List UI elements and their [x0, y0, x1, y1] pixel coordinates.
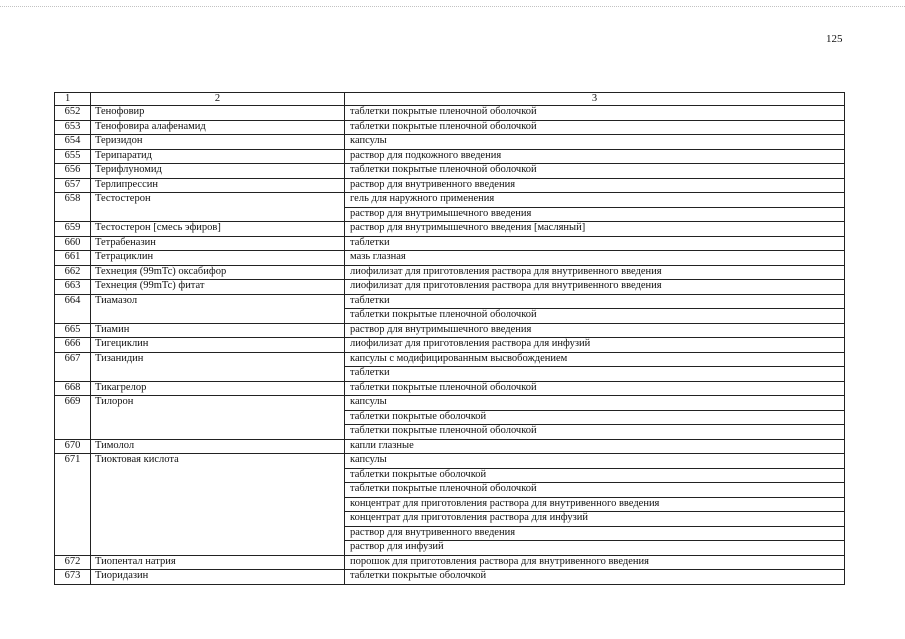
table-row	[55, 164, 845, 179]
dosage-form: раствор для внутримышечного введения	[345, 207, 845, 222]
table-row	[55, 222, 845, 237]
row-number: 658	[55, 193, 91, 222]
row-number: 660	[55, 236, 91, 251]
dosage-form: таблетки покрытые пленочной оболочкой	[345, 120, 845, 135]
row-number: 670	[55, 439, 91, 454]
column-header-form: 3	[345, 93, 845, 106]
dosage-form: таблетки покрытые оболочкой	[345, 570, 845, 585]
drug-name: Тиоктовая кислота	[91, 454, 345, 556]
table-row	[55, 280, 845, 295]
row-number: 672	[55, 555, 91, 570]
table-row	[55, 251, 845, 266]
drug-name: Тетрациклин	[91, 251, 345, 266]
drug-name: Терифлуномид	[91, 164, 345, 179]
row-number: 668	[55, 381, 91, 396]
row-number: 653	[55, 120, 91, 135]
dosage-form: раствор для внутримышечного введения	[345, 323, 845, 338]
table-row	[55, 106, 845, 121]
page-number: 125	[826, 33, 843, 45]
table-row	[55, 396, 845, 411]
row-number: 652	[55, 106, 91, 121]
drug-name: Тигециклин	[91, 338, 345, 353]
dosage-form: капсулы	[345, 454, 845, 469]
dosage-form: таблетки покрытые оболочкой	[345, 468, 845, 483]
dosage-form: капли глазные	[345, 439, 845, 454]
drug-name: Тенофовир	[91, 106, 345, 121]
dosage-form: раствор для подкожного введения	[345, 149, 845, 164]
dosage-form: таблетки	[345, 236, 845, 251]
table-row	[55, 149, 845, 164]
table-row	[55, 294, 845, 309]
column-header-number: 1	[55, 93, 91, 106]
table-row	[55, 352, 845, 367]
drug-name: Тиоридазин	[91, 570, 345, 585]
table-row	[55, 193, 845, 208]
row-number: 669	[55, 396, 91, 440]
dosage-form: мазь глазная	[345, 251, 845, 266]
table-row	[55, 338, 845, 353]
dosage-form: капсулы	[345, 135, 845, 150]
table-row	[55, 381, 845, 396]
scan-artifact-line	[0, 6, 905, 8]
column-header-name: 2	[91, 93, 345, 106]
drug-table	[54, 92, 845, 585]
dosage-form: таблетки покрытые пленочной оболочкой	[345, 106, 845, 121]
drug-name: Тизанидин	[91, 352, 345, 381]
dosage-form: концентрат для приготовления раствора для инфузий	[345, 512, 845, 527]
drug-name: Терипаратид	[91, 149, 345, 164]
dosage-form: лиофилизат для приготовления раствора для внутривенного введения	[345, 280, 845, 295]
table-row	[55, 120, 845, 135]
dosage-form: таблетки	[345, 294, 845, 309]
drug-name: Тестостерон	[91, 193, 345, 222]
dosage-form: порошок для приготовления раствора для внутривенного введения	[345, 555, 845, 570]
table-row	[55, 236, 845, 251]
dosage-form: концентрат для приготовления раствора для внутривенного введения	[345, 497, 845, 512]
dosage-form: таблетки покрытые пленочной оболочкой	[345, 483, 845, 498]
row-number: 666	[55, 338, 91, 353]
row-number: 673	[55, 570, 91, 585]
dosage-form: раствор для инфузий	[345, 541, 845, 556]
row-number: 656	[55, 164, 91, 179]
drug-name: Тиамазол	[91, 294, 345, 323]
row-number: 655	[55, 149, 91, 164]
dosage-form: лиофилизат для приготовления раствора для внутривенного введения	[345, 265, 845, 280]
dosage-form: раствор для внутривенного введения	[345, 526, 845, 541]
dosage-form: капсулы с модифицированным высвобождением	[345, 352, 845, 367]
dosage-form: таблетки покрытые пленочной оболочкой	[345, 381, 845, 396]
drug-name: Тенофовира алафенамид	[91, 120, 345, 135]
row-number: 661	[55, 251, 91, 266]
table-row	[55, 323, 845, 338]
drug-name: Тиопентал натрия	[91, 555, 345, 570]
table-row	[55, 555, 845, 570]
table-row	[55, 265, 845, 280]
row-number: 659	[55, 222, 91, 237]
drug-name: Терлипрессин	[91, 178, 345, 193]
row-number: 663	[55, 280, 91, 295]
dosage-form: таблетки покрытые пленочной оболочкой	[345, 425, 845, 440]
table-row	[55, 178, 845, 193]
row-number: 657	[55, 178, 91, 193]
row-number: 671	[55, 454, 91, 556]
dosage-form: лиофилизат для приготовления раствора для инфузий	[345, 338, 845, 353]
drug-name: Тимолол	[91, 439, 345, 454]
dosage-form: таблетки покрытые пленочной оболочкой	[345, 164, 845, 179]
drug-name: Тикагрелор	[91, 381, 345, 396]
row-number: 654	[55, 135, 91, 150]
dosage-form: капсулы	[345, 396, 845, 411]
drug-name: Технеция (99mTc) оксабифор	[91, 265, 345, 280]
dosage-form: гель для наружного применения	[345, 193, 845, 208]
row-number: 662	[55, 265, 91, 280]
drug-name: Теризидон	[91, 135, 345, 150]
dosage-form: таблетки покрытые пленочной оболочкой	[345, 309, 845, 324]
row-number: 665	[55, 323, 91, 338]
table-body	[55, 106, 845, 585]
table-row	[55, 439, 845, 454]
dosage-form: таблетки покрытые оболочкой	[345, 410, 845, 425]
drug-name: Тилорон	[91, 396, 345, 440]
dosage-form: раствор для внутримышечного введения [масляный]	[345, 222, 845, 237]
table-row	[55, 454, 845, 469]
table-row	[55, 570, 845, 585]
dosage-form: раствор для внутривенного введения	[345, 178, 845, 193]
drug-name: Тиамин	[91, 323, 345, 338]
drug-name: Тестостерон [смесь эфиров]	[91, 222, 345, 237]
drug-name: Тетрабеназин	[91, 236, 345, 251]
drug-name: Технеция (99mTc) фитат	[91, 280, 345, 295]
table-row	[55, 135, 845, 150]
table-header-row	[55, 93, 845, 106]
row-number: 667	[55, 352, 91, 381]
dosage-form: таблетки	[345, 367, 845, 382]
row-number: 664	[55, 294, 91, 323]
